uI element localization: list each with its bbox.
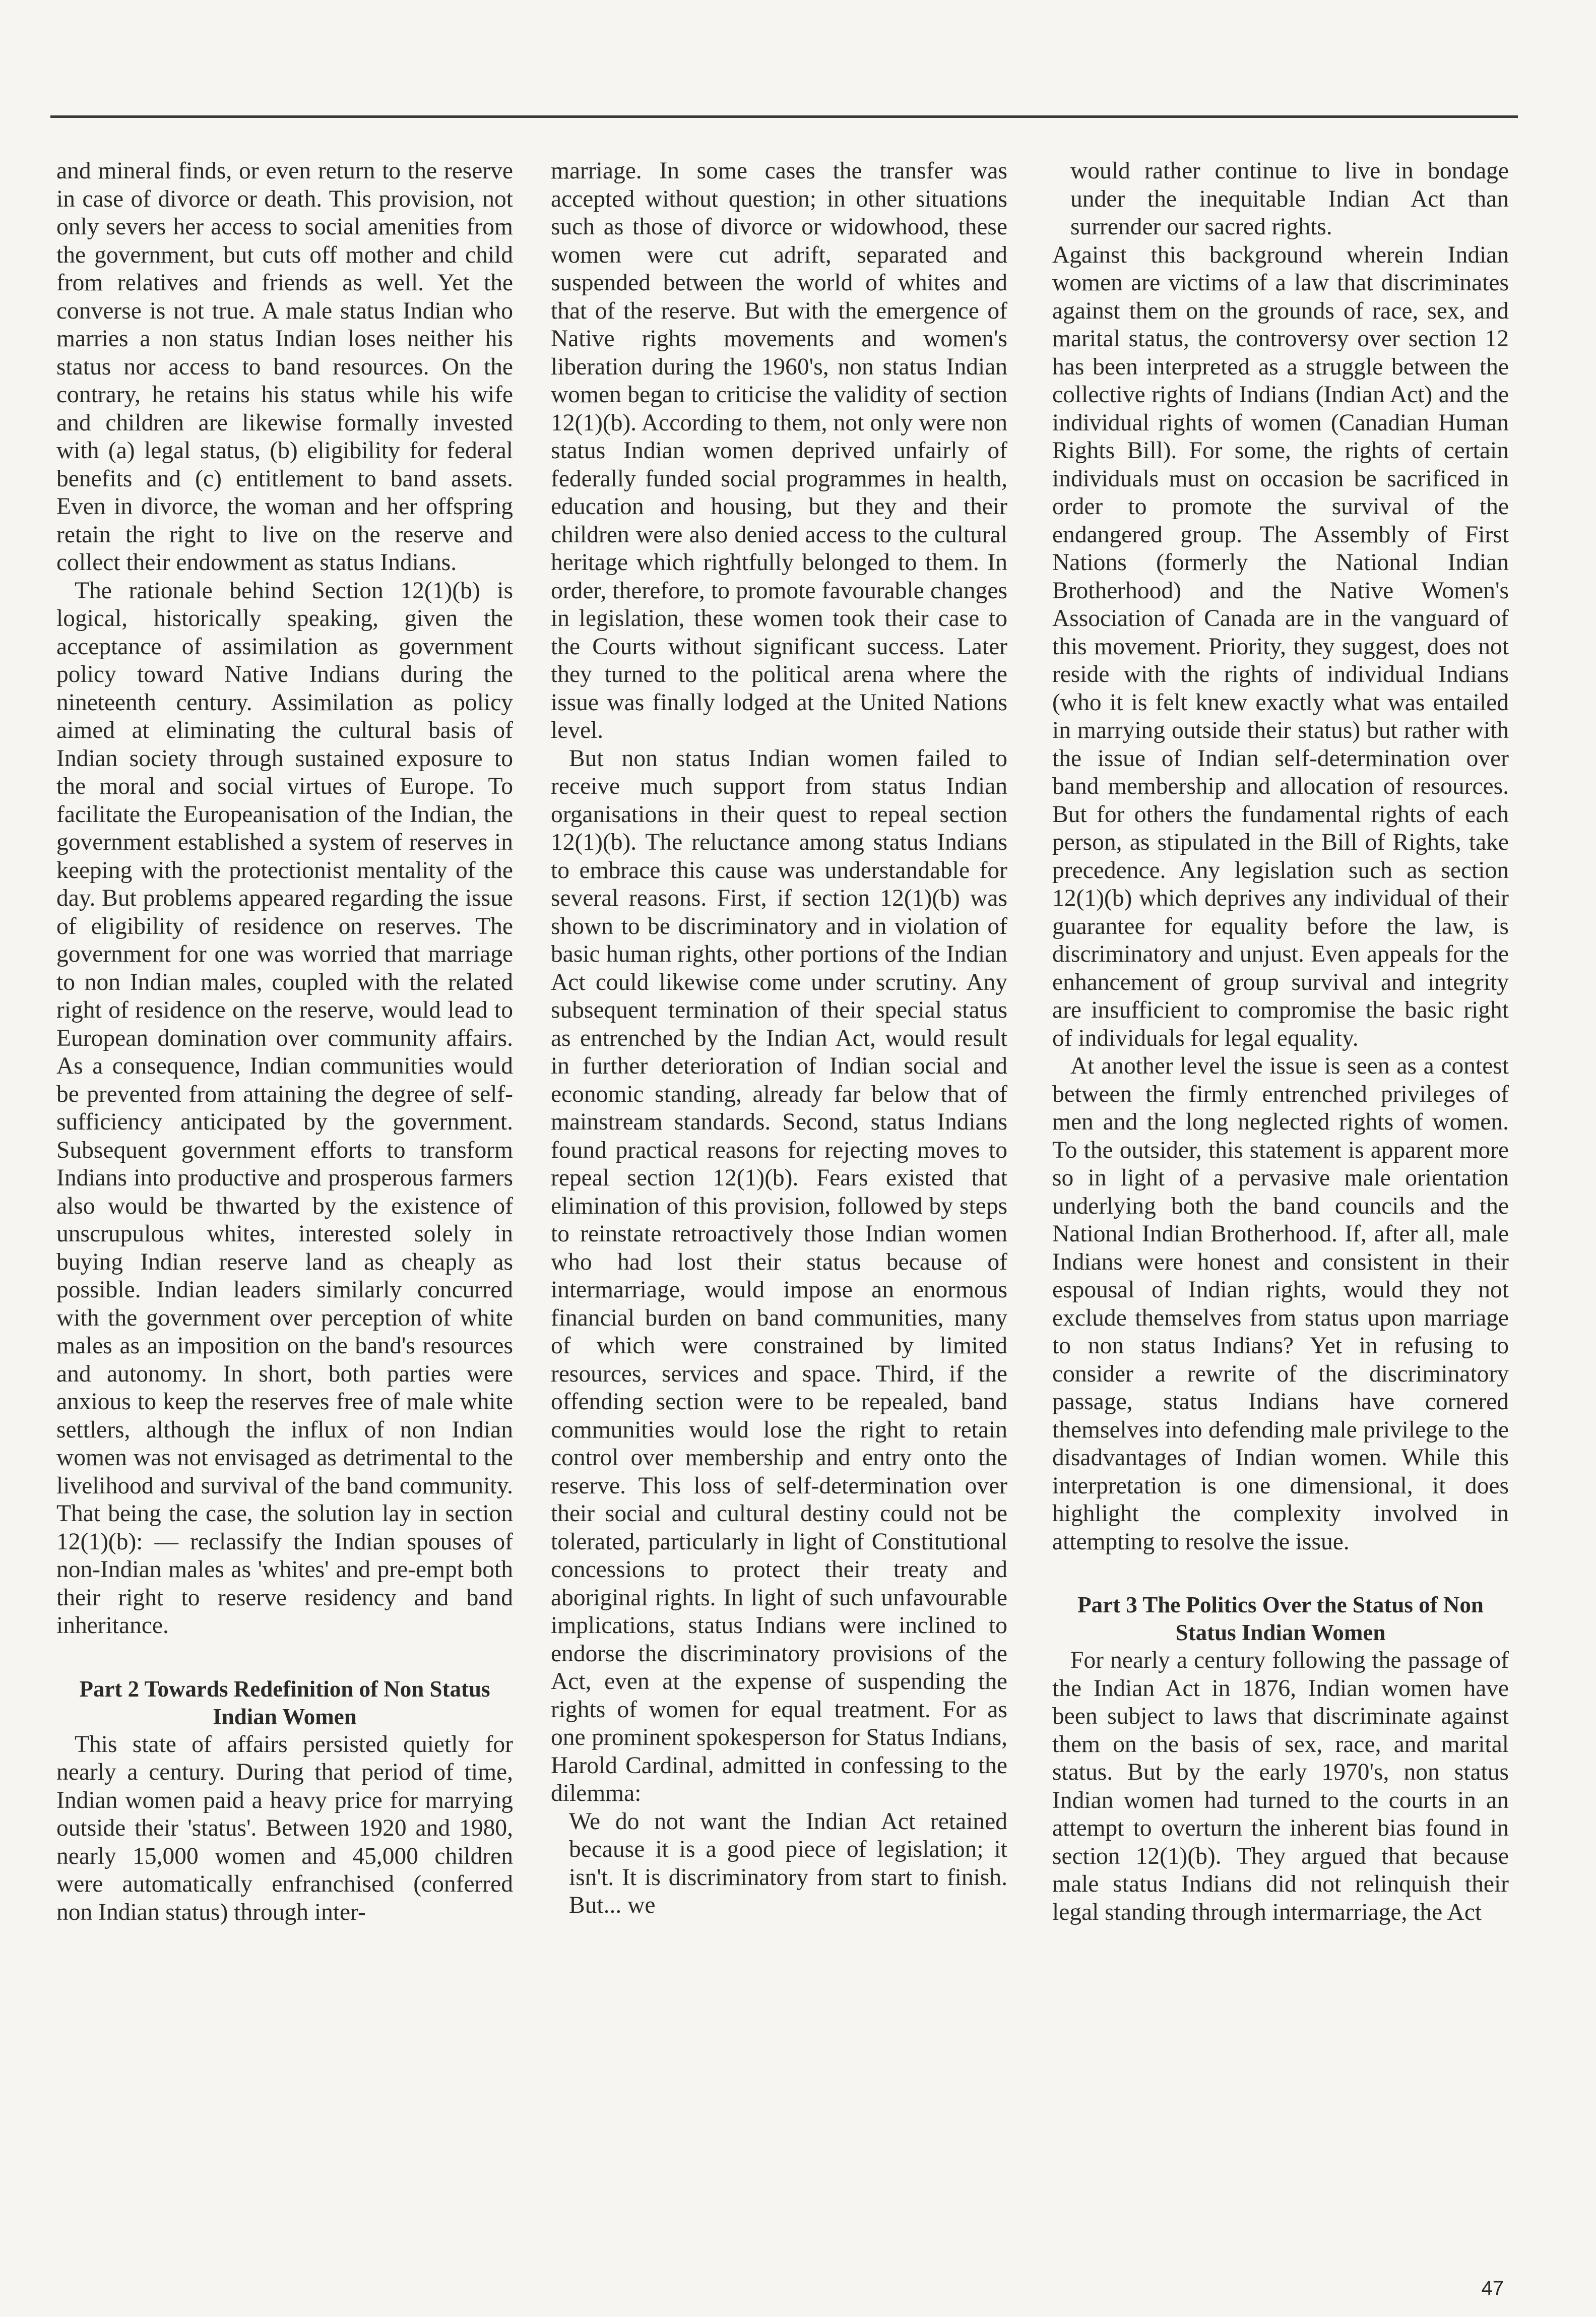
section-heading: Part 3 The Politics Over the Status of Non Status Indian Women <box>1077 1592 1484 1645</box>
column-3 <box>1052 157 1509 2188</box>
paragraph: Against this background wherein Indian women are victims of a law that discriminates against them on the grounds of race, sex, and marital status, the controversy over section 12 has been interpreted as a struggle between the collective rights of Indians (Indian Act) and the individual rights of women (Canadian Human Rights Bill). For some, the rights of certain individuals must on occasion be sacrificed in order to promote the survival of the endangered group. The Assembly of First Nations (formerly the National Indian Brotherhood) and the Native Women's Association of Canada are in the vanguard of this movement. Priority, they suggest, does not reside with the rights of individual Indians (who it is felt knew exactly what was entailed in marrying outside their status) but rather with the issue of Indian self-determination over band membership and allocation of resources. But for others the fundamental rights of each person, as stipulated in the Bill of Rights, take precedence. Any legislation such as section 12(1)(b) which deprives any individual of their guarantee for equality before the law, is discriminatory and unjust. Even appeals for the enhancement of group survival and integrity are insufficient to compromise the basic right of individuals for legal equality. <box>1052 241 1509 1051</box>
column-1 <box>56 157 513 2188</box>
section-heading: Part 2 Towards Redefinition of Non Status Indian Women <box>79 1676 490 1729</box>
paragraph: and mineral finds, or even return to the reserve in case of divorce or death. This provision, not only severs her access to social amenities from the government, but cuts off mother and child from relatives and friends as well. Yet the converse is not true. A male status Indian who marries a non status Indian loses neither his status nor access to band resources. On the contrary, he retains his status while his wife and children are likewise formally invested with (a) legal status, (b) eligibility for federal benefits and (c) entitlement to band assets. Even in divorce, the woman and her offspring retain the right to live on the reserve and collect their endowment as status Indians. <box>56 158 513 576</box>
paragraph: The rationale behind Section 12(1)(b) is logical, historically speaking, given the acceptance of assimilation as government policy toward Native Indians during the nineteenth century. Assimilation as policy aimed at eliminating the cultural basis of Indian society through sustained exposure to the moral and social virtues of Europe. To facilitate the Europeanisation of the Indian, the government established a system of reserves in keeping with the protectionist mentality of the day. But problems appeared regarding the issue of eligibility of residence on reserves. The government for one was worried that marriage to non Indian males, coupled with the related right of residence on the reserve, would lead to European domination over community affairs. As a consequence, Indian communities would be prevented from attaining the degree of self-sufficiency anticipated by the government. Subsequent government efforts to transform Indians into productive and prosperous farmers also would be thwarted by the existence of unscrupulous whites, interested solely in buying Indian reserve land as cheaply as possible. Indian leaders similarly concurred with the government over perception of white males as an imposition on the band's resources and autonomy. In short, both parties were anxious to keep the reserves free of male white settlers, although the influx of non Indian women was not envisaged as detrimental to the livelihood and survival of the band community. That being the case, the solution lay in section 12(1)(b): — reclassify the Indian spouses of non-Indian males as 'whites' and pre-empt both their right to reserve residency and band inheritance. <box>56 577 513 1639</box>
header-rule <box>50 115 1518 118</box>
paragraph: But non status Indian women failed to receive much support from status Indian organisations in their quest to repeal section 12(1)(b). The reluctance among status Indians to embrace this cause was understandable for several reasons. First, if section 12(1)(b) was shown to be discriminatory and in violation of basic human rights, other portions of the Indian Act could likewise come under scrutiny. Any subsequent termination of their special status as entrenched by the Indian Act, would result in further deterioration of Indian social and economic standing, already far below that of mainstream standards. Second, status Indians found practical reasons for rejecting moves to repeal section 12(1)(b). Fears existed that elimination of this provision, followed by steps to reinstate retroactively those Indian women who had lost their status because of intermarriage, would impose an enormous financial burden on band communities, many of which were constrained by limited resources, services and space. Third, if the offending section were to be repealed, band communities would lose the right to retain control over membership and entry onto the reserve. This loss of self-determination over their social and cultural destiny could not be tolerated, particularly in light of Constitutional concessions to protect their treaty and aboriginal rights. In light of such unfavourable implications, status Indians were inclined to endorse the discriminatory provisions of the Act, even at the expense of suspending the rights of women for equal treatment. For as one prominent spokesperson for Status Indians, Harold Cardinal, admitted in confessing to the dilemma: <box>551 745 1007 1806</box>
paragraph: For nearly a century following the passage of the Indian Act in 1876, Indian women have been subject to laws that discriminate against them on the basis of sex, race, and marital status. But by the early 1970's, non status Indian women had turned to the courts in an attempt to overturn the inherent bias found in section 12(1)(b). They argued that because male status Indians did not relinquish their legal standing through intermarriage, the Act <box>1052 1647 1509 1925</box>
column-2 <box>551 157 1007 2188</box>
paragraph: At another level the issue is seen as a contest between the firmly entrenched privileges of men and the long neglected rights of women. To the outsider, this statement is apparent more so in light of a pervasive male orientation underlying both the band councils and the National Indian Brotherhood. If, after all, male Indians were honest and consistent in their espousal of Indian rights, would they not exclude themselves from status upon marriage to non status Indians? Yet in refusing to consider a rewrite of the discriminatory passage, status Indians have cornered themselves into defending male privilege to the disadvantages of Indian women. While this interpretation is one dimensional, it does highlight the complexity involved in attempting to resolve the issue. <box>1052 1053 1509 1555</box>
page-number: 47 <box>1481 2277 1504 2299</box>
block-quote: We do not want the Indian Act retained because it is a good piece of legislation; it isn't. It is discriminatory from start to finish. But... we <box>569 1808 1007 1918</box>
paragraph: This state of affairs persisted quietly for nearly a century. During that period of time, Indian women paid a heavy price for marrying outside their 'status'. Between 1920 and 1980, nearly 15,000 women and 45,000 children were automatically enfranchised (conferred non Indian status) through inter- <box>56 1731 513 1925</box>
block-quote: would rather continue to live in bondage under the inequitable Indian Act than surrender our sacred rights. <box>1070 158 1509 240</box>
paragraph: marriage. In some cases the transfer was accepted without question; in other situations such as those of divorce or widowhood, these women were cut adrift, separated and suspended between the world of whites and that of the reserve. But with the emergence of Native rights movements and women's liberation during the 1960's, non status Indian women began to criticise the validity of section 12(1)(b). According to them, not only were non status Indian women deprived unfairly of federally funded social programmes in health, education and housing, but they and their children were also denied access to the cultural heritage which rightfully belonged to them. In order, therefore, to promote favourable changes in legislation, these women took their case to the Courts without significant success. Later they turned to the political arena where the issue was finally lodged at the United Nations level. <box>551 158 1007 743</box>
